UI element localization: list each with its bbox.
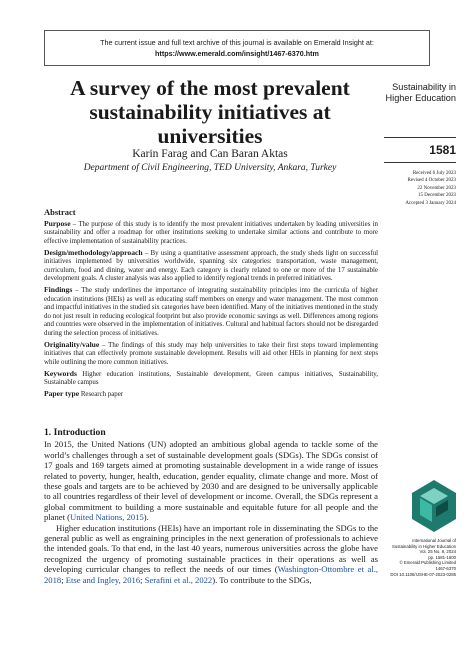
design-label: Design/methodology/approach <box>44 247 143 257</box>
purpose-text: – The purpose of this study is to identify the most prevalent initiatives undertaken by leading universities in sustainability and offer a roadmap for other institutions seeking to undertake similar actions and contribute to more effective implementation of sustainability practices. <box>44 220 378 245</box>
paper-type <box>44 390 378 400</box>
sidebar-divider-top <box>384 137 456 138</box>
intro-p1-end: ). <box>143 512 149 523</box>
journal-imprint <box>384 538 456 577</box>
citation-link[interactable]: Washington-Ottombre et al., 2018 <box>44 564 379 585</box>
introduction-section <box>44 428 378 585</box>
findings-label: Findings <box>44 285 73 294</box>
journal-logo-icon <box>412 480 456 532</box>
date-revised: Revised 4 October 2023 <box>407 178 456 184</box>
imprint-line: Sustainability in Higher Education <box>391 543 456 549</box>
date-accepted: Accepted 3 January 2024 <box>405 200 456 206</box>
abstract-purpose <box>44 220 378 247</box>
logo-hexagon <box>412 480 456 532</box>
design-text: – By using a quantitative assessment approach, the study sheds light on successful initiatives implemented by universities worldwide, spanning six categories: transportation, waste management, curriculum, food and dining, water and energy. Each category is clearly related to one or more of the 17 sustainable development goals. A cluster analysis was also applied to identify regional trends in preferred initiatives. <box>44 249 378 282</box>
journal-access-notice <box>44 30 430 66</box>
intro-paragraph-2 <box>44 523 378 585</box>
abstract-originality <box>44 341 378 368</box>
originality-label: Originality/value <box>44 339 100 349</box>
abstract-section <box>44 208 378 402</box>
introduction-heading: 1. Introduction <box>44 427 106 438</box>
keywords-label: Keywords <box>44 368 77 378</box>
intro-paragraph-1 <box>44 439 378 522</box>
citation-separator: ; <box>140 574 145 585</box>
date-revised-2: 22 November 2023 <box>417 185 456 191</box>
keywords-text: Higher education institutions, Sustainable development, Green campus initiatives, Sustainability, Sustainable campus <box>44 370 378 386</box>
findings-text: – The study underlines the importance of integrating sustainability principles into the curricula of higher education institutions (HEIs) as well as educating staff members on energy and water management. The most common and impactful initiatives in the studied six categories have been identified. Many of the initiatives mentioned in the study do not just result in reducing ecological footprint but also provide economic savings as well. Differences among regions and countries were observed in the implementation of initiatives. Cultural and habitual factors should not be disregarded during the selection process of initiatives. <box>44 287 378 337</box>
journal-name: Sustainability in Higher Education <box>385 82 456 103</box>
citation-link[interactable]: Serafini et al., 2022 <box>144 574 213 585</box>
imprint-line: © Emerald Publishing Limited <box>399 560 456 566</box>
intro-p2-end: ). To contribute to the SDGs, <box>212 574 312 585</box>
doi-text: DOI 10.1108/IJSHE-07-2023-0285 <box>390 571 456 577</box>
page-number: 1581 <box>429 143 456 157</box>
abstract-findings <box>44 286 378 338</box>
abstract-heading: Abstract <box>44 207 76 217</box>
date-revised-3: 15 December 2023 <box>417 193 456 199</box>
paper-type-label: Paper type <box>44 389 80 398</box>
keywords <box>44 370 378 388</box>
notice-text: The current issue and full text archive of this journal is available on Emerald Insight at: <box>100 38 374 47</box>
paper-type-text: Research paper <box>79 391 124 398</box>
originality-text: – The findings of this study may help universities to take their first steps toward implementing initiatives that can effectively promote sustainable development. Results will aid other HEIs in planning for next steps while outlining the more common initiatives. <box>44 341 378 366</box>
article-authors: Karin Farag and Can Baran Aktas <box>132 148 288 160</box>
date-received: Received 6 July 2023 <box>412 171 456 176</box>
citation-link[interactable]: United Nations, 2015 <box>70 512 144 523</box>
article-title: A survey of the most prevalent sustainability initiatives at universities <box>70 76 350 148</box>
imprint-line: 1467-6370 <box>435 565 456 571</box>
citation-separator: ; <box>61 574 66 585</box>
sidebar-divider-bottom <box>384 162 456 163</box>
citation-link[interactable]: Etse and Ingley, 2016 <box>65 574 141 585</box>
journal-url-link[interactable]: https://www.emerald.com/insight/1467-6370.htm <box>155 49 319 58</box>
imprint-line: Vol. 25 No. 8, 2024 <box>419 549 456 555</box>
submission-dates <box>384 170 456 207</box>
imprint-line: International Journal of <box>412 538 456 543</box>
author-affiliation: Department of Civil Engineering, TED University, Ankara, Turkey <box>83 163 337 173</box>
imprint-line: pp. 1581-1600 <box>428 554 456 560</box>
purpose-label: Purpose <box>44 218 71 228</box>
intro-p2-text: Higher education institutions (HEIs) have an important role in disseminating the SDGs to the general public as well as engraining principles in the next generation of professionals to achieve the intended goals. To that end, in the last 40 years, numerous universities across the globe have recognized the urgency of promoting sustainable practices in their operations as well as developing curricular changes to reflect the needs of our times ( <box>44 522 378 575</box>
abstract-design <box>44 249 378 284</box>
intro-p1-text: In 2015, the United Nations (UN) adopted an ambitious global agenda to tackle some of the world’s challenges through a set of sustainable development goals (SDGs). The SDGs consist of 17 goals and 169 targets aimed at promoting sustainable development in a wide range of issues related to poverty, hunger, health, education, gender equality, climate change and more. Most of these goals and targets are to be achieved by 2030 and are designed to be universally applicable to all countries regardless of their level of development or income. Overall, the SDGs represent a global commitment to building a more sustainable and equitable future for all people and the planet ( <box>44 439 378 523</box>
